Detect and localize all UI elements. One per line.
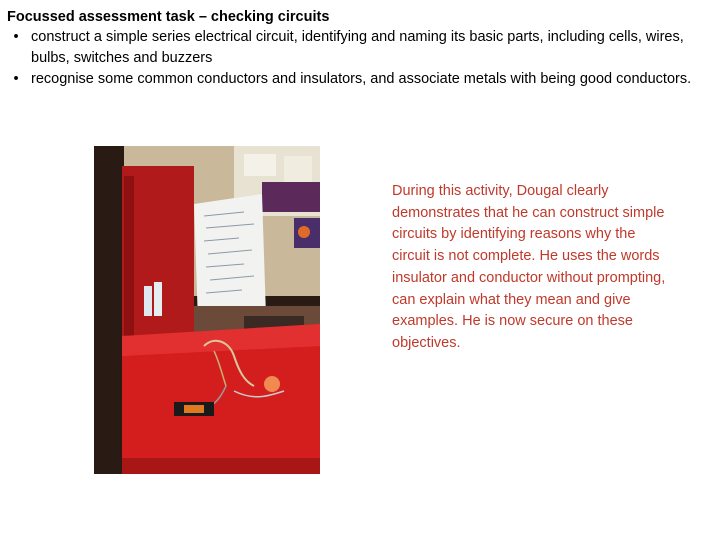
classroom-photo <box>94 146 320 474</box>
task-heading: Focussed assessment task – checking circuits <box>7 9 330 25</box>
objective-item <box>7 27 712 69</box>
bullet-icon: • <box>13 71 19 87</box>
bullet-icon: • <box>13 29 19 45</box>
circuit-photo-illustration <box>94 146 320 474</box>
objective-text: construct a simple series electrical circuit, identifying and naming its basic parts, including cells, wires, bulbs, switches and buzzers <box>31 29 684 66</box>
objectives-list <box>7 27 712 90</box>
objective-text: recognise some common conductors and insulators, and associate metals with being good conductors. <box>31 71 692 87</box>
assessment-commentary: During this activity, Dougal clearly demonstrates that he can construct simple circuits by identifying reasons why the circuit is not complete. He uses the words insulator and conductor without prompting, can explain what they mean and give examples. He is now secure on these objectives. <box>392 183 666 351</box>
objective-item <box>7 69 712 90</box>
